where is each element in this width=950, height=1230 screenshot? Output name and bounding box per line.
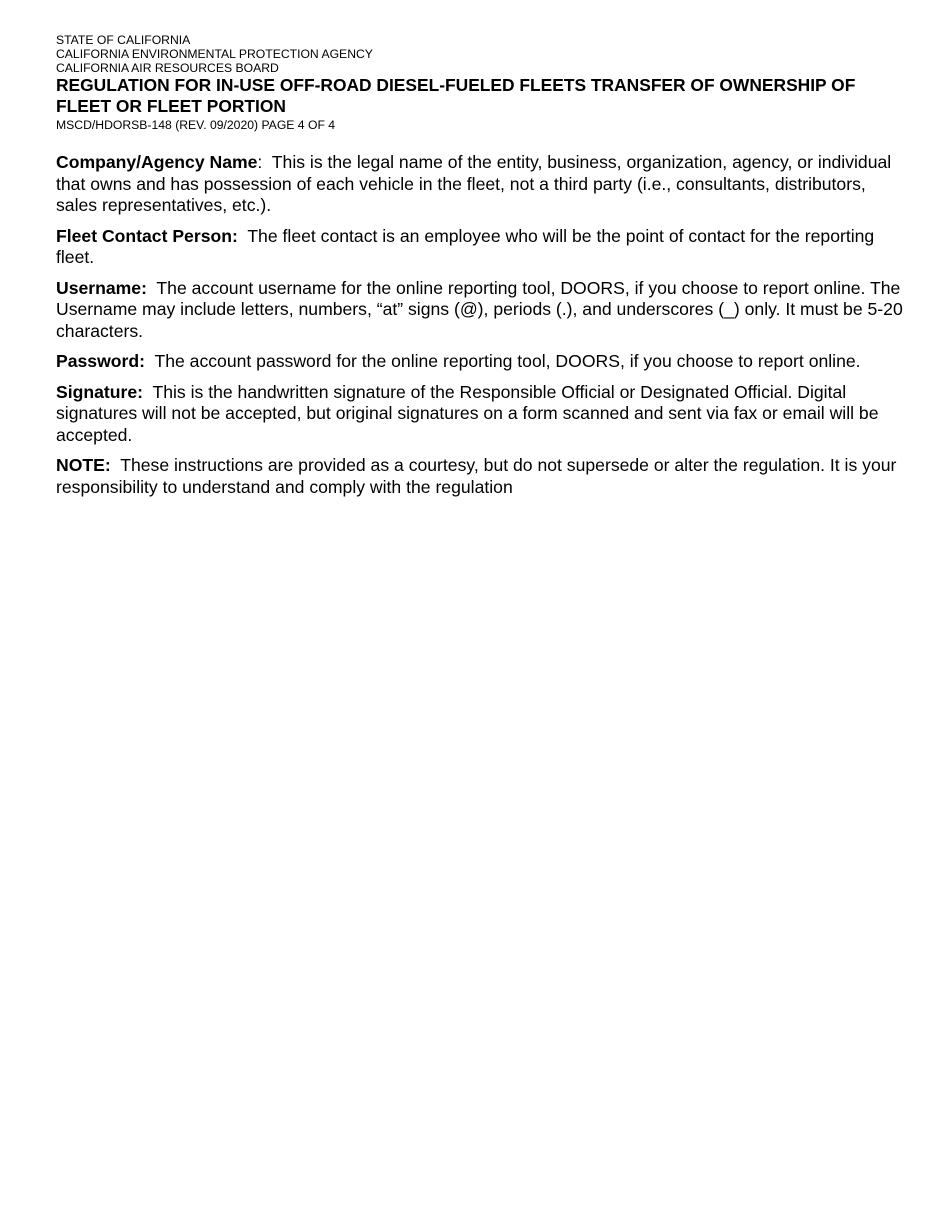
- entry-term: Signature:: [56, 381, 143, 402]
- entry-text: The account username for the online reporting tool, DOORS, if you choose to report online. The Username may include letters, numbers, “at” signs (@), periods (.), and underscores (_) only. It must be 5-20 characters.: [56, 277, 903, 341]
- entry-note: [56, 455, 906, 498]
- entry-fleet-contact-person: [56, 226, 906, 269]
- form-header: [56, 33, 906, 132]
- entry-text: This is the legal name of the entity, business, organization, agency, or individual that owns and has possession of each vehicle in the fleet, not a third party (i.e., consultants, distributors, sales representatives, etc.).: [56, 152, 892, 215]
- entry-term: Fleet Contact Person:: [56, 225, 238, 246]
- board-name: CALIFORNIA AIR RESOURCES BOARD: [56, 61, 279, 75]
- instructions-body: [56, 152, 906, 507]
- entry-term: NOTE:: [56, 455, 111, 475]
- entry-separator: :: [257, 152, 272, 172]
- entry-text: The account password for the online reporting tool, DOORS, if you choose to report online.: [154, 351, 861, 371]
- entry-term: Username:: [56, 277, 147, 298]
- entry-text: This is the handwritten signature of the Responsible Official or Designated Official. Digital signatures will not be accepted, but original signatures on a form scanned and sent via fax or email will be accepted.: [56, 381, 879, 445]
- entry-signature: [56, 382, 906, 447]
- entry-password: [56, 351, 906, 373]
- form-id: MSCD/HDORSB-148 (REV. 09/2020) PAGE 4 OF 4: [56, 118, 336, 132]
- entry-company-agency-name: [56, 152, 906, 217]
- entry-text: The fleet contact is an employee who will be the point of contact for the reporting fleet.: [56, 225, 875, 267]
- entry-username: [56, 278, 906, 343]
- entry-term: Company/Agency Name: [56, 152, 258, 172]
- form-title: REGULATION FOR IN-USE OFF-ROAD DIESEL-FUELED FLEETS TRANSFER OF OWNERSHIP OF FLEET OR FLEET PORTION: [56, 75, 856, 116]
- entry-separator: [111, 455, 120, 475]
- entry-separator: [238, 226, 247, 246]
- entry-text: These instructions are provided as a courtesy, but do not supersede or alter the regulation. It is your responsibility to understand and comply with the regulation: [56, 455, 897, 497]
- agency-name: CALIFORNIA ENVIRONMENTAL PROTECTION AGENCY: [56, 47, 373, 61]
- entry-term: Password:: [56, 351, 145, 371]
- entry-separator: [147, 278, 156, 298]
- state-name: STATE OF CALIFORNIA: [56, 33, 191, 47]
